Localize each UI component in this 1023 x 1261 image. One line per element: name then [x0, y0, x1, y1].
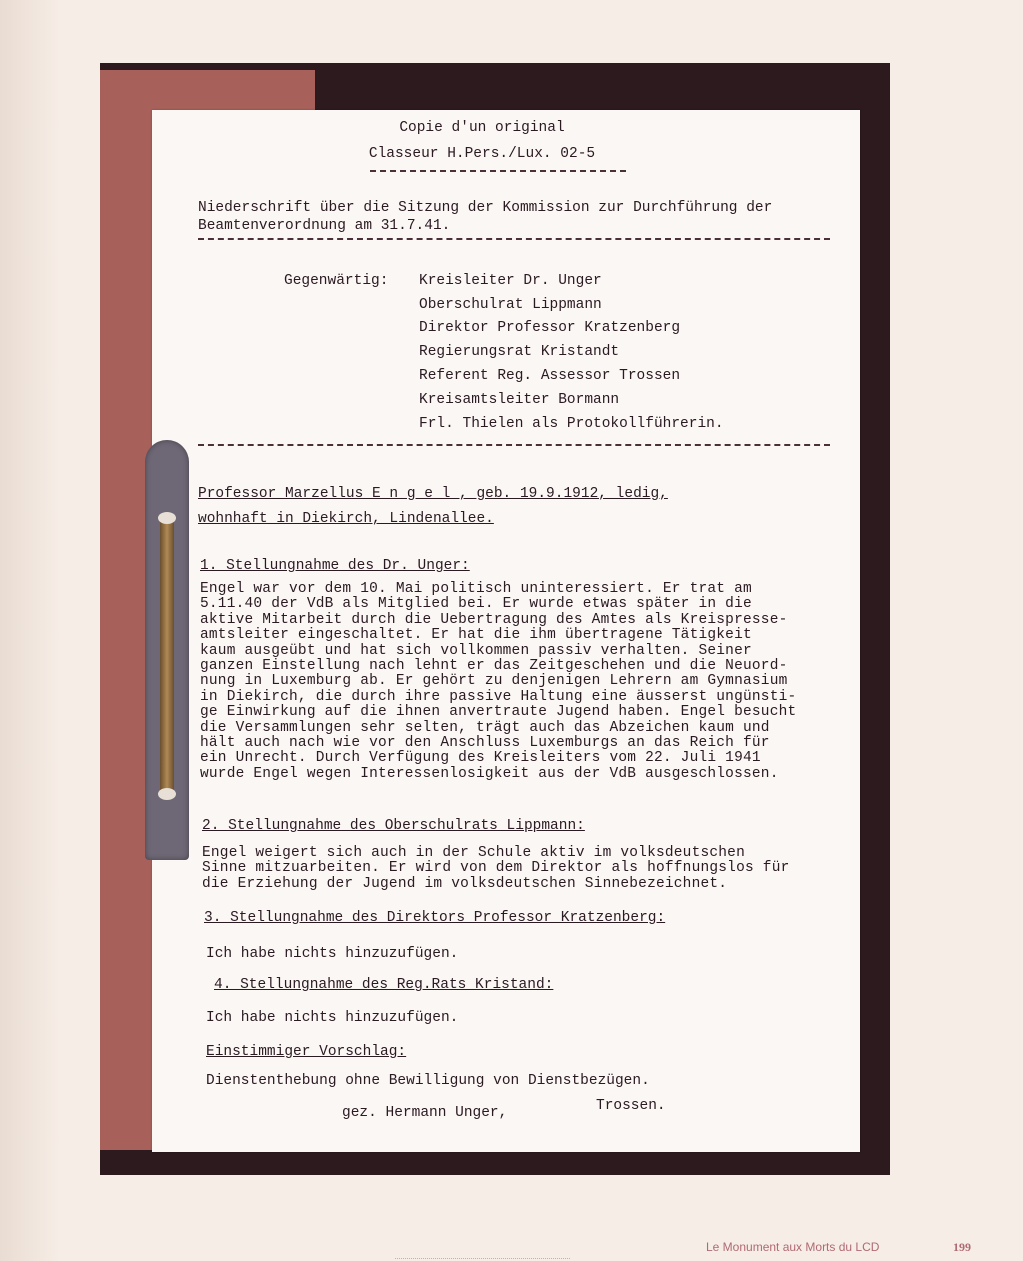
section-1-line: Engel war vor dem 10. Mai politisch uninteressiert. Er trat am: [200, 581, 752, 597]
title-line-2: Beamtenverordnung am 31.7.41.: [198, 218, 451, 234]
page-footer: [0, 1238, 1023, 1261]
section-1-line: 5.11.40 der VdB als Mitglied bei. Er wurde etwas später in die: [200, 596, 752, 613]
header-line-2: Classeur H.Pers./Lux. 02-5: [368, 146, 596, 162]
section-2-line: Engel weigert sich auch in der Schule aktiv im volksdeutschen: [202, 845, 745, 861]
clip-hole-top: [158, 512, 176, 524]
footer-title: Le Monument aux Morts du LCD: [706, 1240, 880, 1254]
header-divider: [370, 170, 626, 172]
section-2-line: die Erziehung der Jugend im volksdeutschen Sinnebezeichnet.: [202, 875, 728, 892]
section-1-body: [200, 582, 796, 782]
member-6: Kreisamtsleiter Bormann: [419, 392, 620, 408]
clip-hole-bottom: [158, 788, 176, 800]
section-1-line: nung in Luxemburg ab. Er gehört zu denjenigen Lehrern am Gymnasium: [200, 673, 788, 690]
folder-cover-top: [315, 63, 890, 108]
subject-line-1: Professor Marzellus E n g e l , geb. 19.9.1912, ledig,: [198, 486, 668, 502]
section-3-heading: 3. Stellungnahme des Direktors Professor Kratzenberg:: [204, 910, 666, 926]
section-1-line: wurde Engel wegen Interessenlosigkeit aus der VdB ausgeschlossen.: [200, 765, 779, 782]
section-1-line: aktive Mitarbeit durch die Uebertragung des Amtes als Kreispresse-: [200, 611, 788, 628]
member-3: Direktor Professor Kratzenberg: [419, 320, 681, 336]
title-divider: [198, 238, 830, 240]
proposal-text: Dienstenthebung ohne Bewilligung von Dienstbezügen.: [206, 1073, 650, 1089]
footer-dotted-rule: [395, 1258, 570, 1259]
section-1-line: ein Unrecht. Durch Verfügung des Kreisleiters vom 22. Juli 1941: [200, 750, 761, 767]
section-4-heading: 4. Stellungnahme des Reg.Rats Kristand:: [214, 977, 554, 993]
title-line-1: Niederschrift über die Sitzung der Kommission zur Durchführung der: [198, 200, 773, 216]
section-1-line: amtsleiter eingeschaltet. Er hat die ihm übertragene Tätigkeit: [200, 627, 752, 644]
typewritten-document: [152, 110, 860, 1152]
subject-line-2: wohnhaft in Diekirch, Lindenallee.: [198, 511, 494, 527]
section-2-line: Sinne mitzuarbeiten. Er wird von dem Direktor als hoffnungslos für: [202, 860, 790, 877]
section-1-heading: 1. Stellungnahme des Dr. Unger:: [200, 558, 470, 574]
member-5: Referent Reg. Assessor Trossen: [419, 368, 681, 384]
attendance-label: Gegenwärtig:: [284, 273, 389, 289]
proposal-heading: Einstimmiger Vorschlag:: [206, 1044, 407, 1060]
clip-prong: [160, 515, 174, 795]
header-line-1: Copie d'un original: [399, 120, 565, 136]
section-1-line: in Diekirch, die durch ihre passive Haltung eine äusserst ungünsti-: [200, 688, 797, 705]
section-2-heading: 2. Stellungnahme des Oberschulrats Lippmann:: [202, 818, 585, 834]
member-7: Frl. Thielen als Protokollführerin.: [419, 416, 724, 432]
section-1-line: die Versammlungen sehr selten, trägt auch das Abzeichen kaum und: [200, 719, 770, 736]
section-1-line: hält auch nach wie vor den Anschluss Luxemburgs an das Reich für: [200, 735, 770, 752]
gutter-shade: [0, 0, 60, 1261]
folder-clip: [145, 440, 189, 860]
member-1: Kreisleiter Dr. Unger: [419, 273, 602, 289]
member-4: Regierungsrat Kristandt: [419, 344, 620, 360]
section-1-line: kaum ausgeübt und hat sich vollkommen passiv verhalten. Seiner: [200, 642, 752, 659]
section-3-text: Ich habe nichts hinzuzufügen.: [206, 946, 459, 962]
section-2-body: [202, 846, 790, 892]
page-number: 199: [953, 1240, 971, 1254]
member-2: Oberschulrat Lippmann: [419, 297, 602, 313]
signature-left: gez. Hermann Unger,: [342, 1105, 508, 1121]
section-1-line: ge Einwirkung auf die ihnen anvertraute Jugend haben. Engel besucht: [200, 704, 797, 721]
section-1-line: ganzen Einstellung nach lehnt er das Zeitgeschehen und die Neuord-: [200, 658, 788, 675]
signature-right: Trossen.: [596, 1098, 666, 1114]
attendance-divider: [198, 444, 830, 446]
section-4-text: Ich habe nichts hinzuzufügen.: [206, 1010, 459, 1026]
